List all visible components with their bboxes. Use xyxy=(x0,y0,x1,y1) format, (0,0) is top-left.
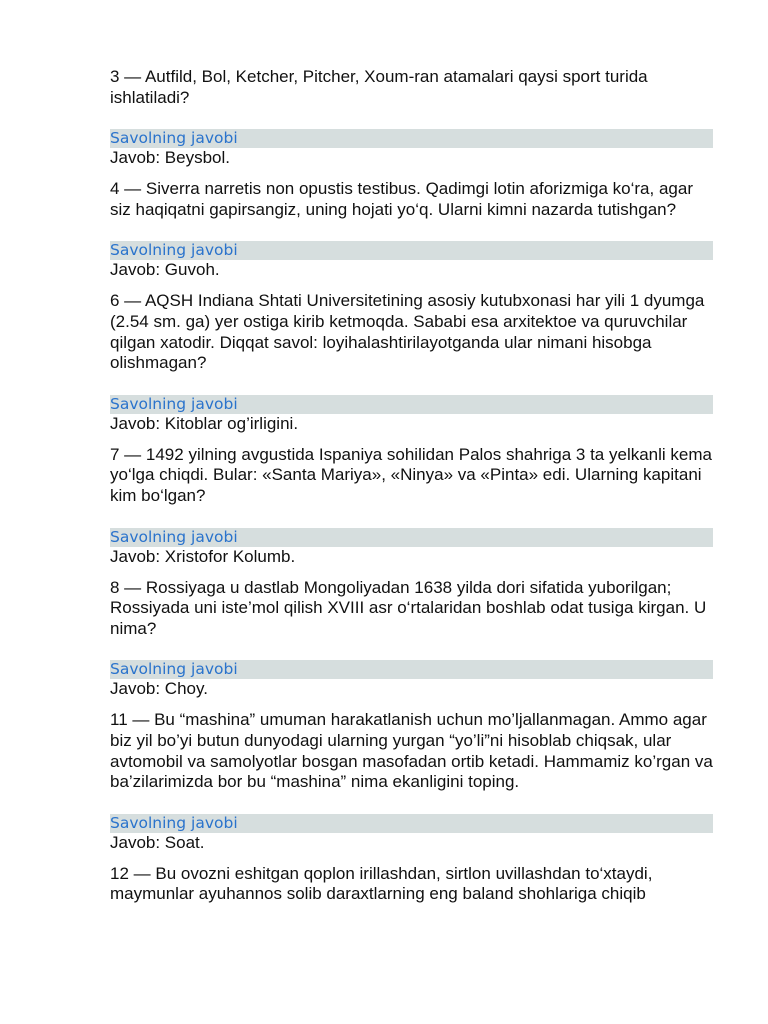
reveal-answer-button[interactable]: Savolning javobi xyxy=(110,129,713,148)
answer-text: Javob: Soat. xyxy=(110,832,205,852)
qa-item xyxy=(110,710,713,852)
document-page xyxy=(110,67,713,905)
qa-item xyxy=(110,578,713,700)
answer-text: Javob: Choy. xyxy=(110,679,208,699)
qa-item xyxy=(110,445,713,567)
question-text: 6 — AQSH Indiana Shtati Universitetining asosiy kutubxonasi har yili 1 dyumga (2.54 sm. ga) yer ostiga kirib ketmoqda. Sababi esa arxitektoe va quruvchilar qilgan xatodir. Diqqat savol: loyihalashtirilayotganda ular nimani hisobga olishmagan? xyxy=(110,291,705,373)
question-text: 4 — Siverra narretis non opustis testibus. Qadimgi lotin aforizmiga ko‘ra, agar siz haqiqatni gapirsangiz, uning hojati yo‘q. Ularni kimni nazarda tutishgan? xyxy=(110,179,693,219)
reveal-answer-button[interactable]: Savolning javobi xyxy=(110,528,713,547)
question-text: 3 — Autfild, Bol, Ketcher, Pitcher, Xoum-ran atamalari qaysi sport turida ishlatiladi? xyxy=(110,67,648,107)
question-text: 8 — Rossiyaga u dastlab Mongoliyadan 1638 yilda dori sifatida yuborilgan; Rossiyada uni iste’mol qilish XVIII asr o‘rtalaridan boshlab odat tusiga kirgan. U nima? xyxy=(110,577,707,638)
reveal-answer-button[interactable]: Savolning javobi xyxy=(110,241,713,260)
reveal-answer-button[interactable]: Savolning javobi xyxy=(110,395,713,414)
question-text: 11 — Bu “mashina” umuman harakatlanish uchun mo’ljallanmagan. Ammo agar biz yil bo’yi butun dunyodagi ularning yurgan “yo’li”ni hisoblab chiqsak, ular avtomobil va samolyotlar bosgan masofadan ortib ketadi. Hammamiz ko’rgan va ba’zilarimizda bor bu “mashina” nima ekanligini toping. xyxy=(110,710,713,792)
reveal-answer-button[interactable]: Savolning javobi xyxy=(110,814,713,833)
reveal-answer-button[interactable]: Savolning javobi xyxy=(110,660,713,679)
question-text: 7 — 1492 yilning avgustida Ispaniya sohilidan Palos shahriga 3 ta yelkanli kema yo‘lga chiqdi. Bular: «Santa Mariya», «Ninya» va «Pinta» edi. Ularning kapitani kim bo‘lgan? xyxy=(110,444,712,505)
question-text: 12 — Bu ovozni eshitgan qoplon irillashdan, sirtlon uvillashdan to‘xtaydi, maymunlar ayuhannos solib daraxtlarning eng baland shohlariga chiqib xyxy=(110,863,653,904)
qa-item xyxy=(110,291,713,433)
answer-text: Javob: Guvoh. xyxy=(110,260,220,280)
qa-item xyxy=(110,67,713,168)
qa-item xyxy=(110,179,713,280)
answer-text: Javob: Kitoblar og’irligini. xyxy=(110,413,299,433)
answer-text: Javob: Xristofor Kolumb. xyxy=(110,546,296,566)
answer-text: Javob: Beysbol. xyxy=(110,148,231,168)
